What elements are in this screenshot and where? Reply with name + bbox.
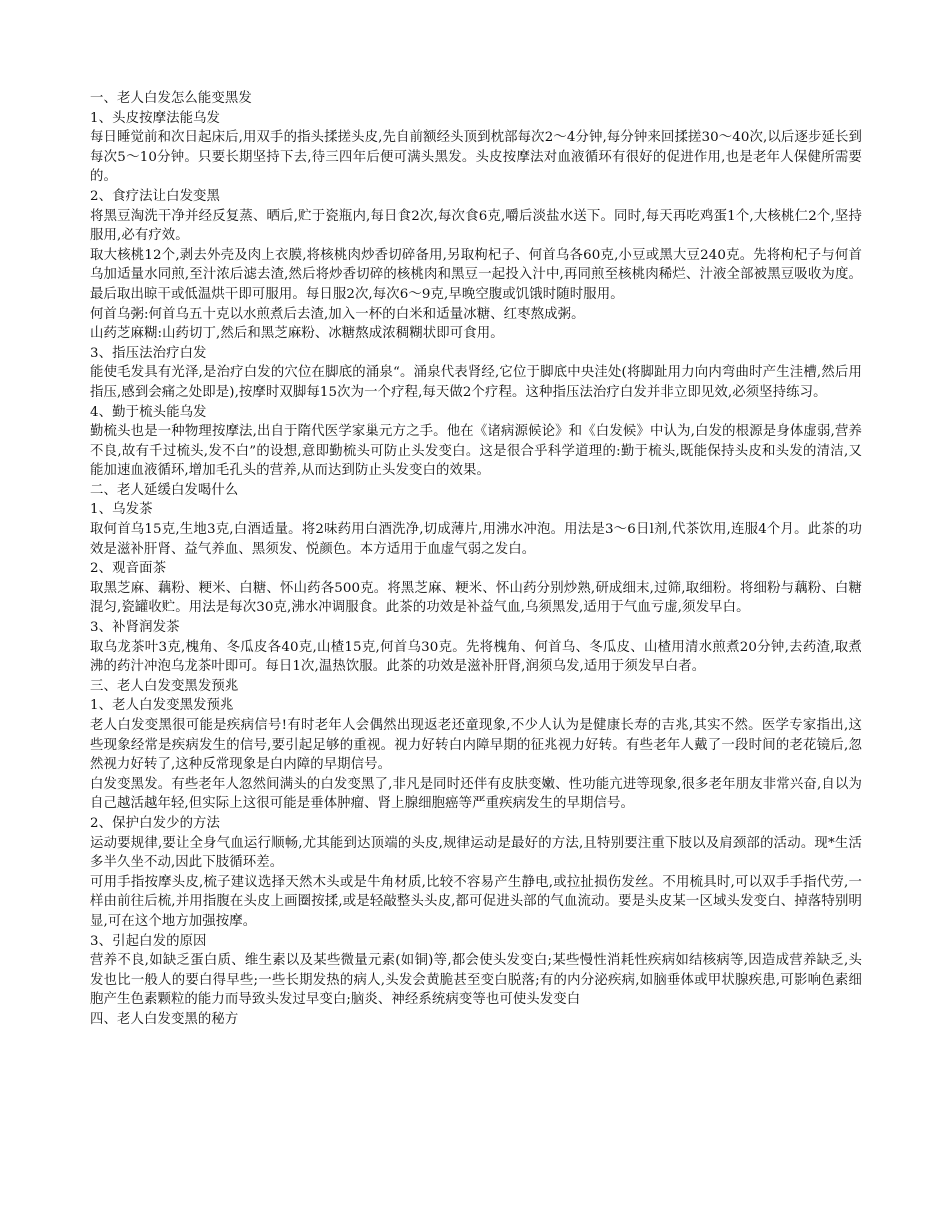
section-heading-4: 四、老人白发变黑的秘方	[90, 1011, 239, 1027]
subheading-scalp-massage: 1、头皮按摩法能乌发	[90, 110, 221, 126]
paragraph: 取何首乌15克,生地3克,白酒适量。将2味药用白酒洗净,切成薄片,用沸水冲泡。用法是3～6日l剂,代茶饮用,连服4个月。此茶的功效是滋补肝肾、益气养血、黑须发、悦颜色。本方适用于血虚气弱之发白。	[90, 522, 862, 557]
paragraph: 可用手指按摩头皮,梳子建议选择天然木头或是牛角材质,比较不容易产生静电,或拉扯损伤发丝。不用梳具时,可以双手手指代劳,一样由前往后梳,并用指腹在头皮上画圈按揉,或是轻敲整头头皮,都可促进头部的气血流动。要是头皮某一区域头发变白、掉落特别明显,可在这个地方加强按摩。	[90, 874, 862, 929]
paragraph: 营养不良,如缺乏蛋白质、维生素以及某些微量元素(如铜)等,都会使头发变白;某些慢性消耗性疾病如结核病等,因造成营养缺乏,头发也比一般人的要白得早些;一些长期发热的病人,头发会黄脆甚至变白脱落;有的内分泌疾病,如脑垂体或甲状腺疾患,可影响色素细胞产生色素颗粒的能力而导致头发过早变白;脑炎、神经系统病变等也可使头发变白	[90, 953, 862, 1008]
section-heading-2: 二、老人延缓白发喝什么	[90, 482, 239, 498]
paragraph: 运动要规律,要让全身气血运行顺畅,尤其能到达顶端的头皮,规律运动是最好的方法,且特别要注重下肢以及肩颈部的活动。现*生活多半久坐不动,因此下肢循环差。	[90, 835, 862, 871]
section-heading-3: 三、老人白发变黑发预兆	[90, 678, 239, 694]
subheading-kidney-tea: 3、补肾润发茶	[90, 620, 180, 636]
paragraph: 老人白发变黑很可能是疾病信号!有时老年人会偶然出现返老还童现象,不少人认为是健康长寿的吉兆,其实不然。医学专家指出,这些现象经常是疾病发生的信号,要引起足够的重视。视力好转白内障早期的征兆视力好转。有些老年人戴了一段时间的老花镜后,忽然视力好转了,这种反常现象是白内障的早期信号。	[90, 718, 862, 773]
paragraph: 勤梳头也是一种物理按摩法,出自于隋代医学家巢元方之手。他在《诸病源候论》和《白发候》中认为,白发的根源是身体虚弱,营养不良,故有千过梳头,发不白”的设想,意即勤梳头可防止头发变白。这是很合乎科学道理的:勤于梳头,既能保持头皮和头发的清洁,又能加速血液循环,增加毛孔头的营养,从而达到防止头发变白的效果。	[90, 424, 862, 479]
paragraph: 取黑芝麻、藕粉、粳米、白糖、怀山药各500克。将黑芝麻、粳米、怀山药分别炒熟,研成细末,过筛,取细粉。将细粉与藕粉、白糖混匀,瓷罐收贮。用法是每次30克,沸水冲调服食。此茶的功效是补益气血,乌须黑发,适用于气血亏虚,须发早白。	[90, 580, 862, 616]
subheading-acupressure: 3、指压法治疗白发	[90, 345, 207, 361]
paragraph: 能使毛发具有光泽,是治疗白发的穴位在脚底的涌泉“。涌泉代表肾经,它位于脚底中央洼处(将脚趾用力向内弯曲时产生洼槽,然后用指压,感到会痛之处即是),按摩时双脚每15次为一个疗程,每天做2个疗程。这种指压法治疗白发并非立即见效,必须坚持练习。	[90, 365, 862, 400]
document-body	[90, 89, 862, 1030]
paragraph: 将黑豆淘洗干净并经反复蒸、晒后,贮于瓷瓶内,每日食2次,每次食6克,嚼后淡盐水送下。同时,每天再吃鸡蛋1个,大核桃仁2个,坚持服用,必有疗效。	[90, 208, 862, 244]
subheading-combing: 4、勤于梳头能乌发	[90, 404, 207, 420]
subheading-causes: 3、引起白发的原因	[90, 933, 207, 949]
paragraph: 取大核桃12个,剥去外壳及肉上衣膜,将核桃肉炒香切碎备用,另取枸杞子、何首乌各60克,小豆或黑大豆240克。先将枸杞子与何首乌加适量水同煎,至汁浓后滤去渣,然后将炒香切碎的核桃肉和黑豆一起投入汁中,再同煎至核桃肉稀烂、汁液全部被黑豆吸收为度。最后取出晾干或低温烘干即可服用。每日服2次,每次6～9克,早晚空腹或饥饿时随时服用。	[90, 247, 862, 302]
paragraph: 山药芝麻糊:山药切丁,然后和黑芝麻粉、冰糖熬成浓稠糊状即可食用。	[90, 326, 504, 342]
section-heading-1: 一、老人白发怎么能变黑发	[90, 91, 252, 106]
subheading-omen: 1、老人白发变黑发预兆	[90, 698, 234, 714]
paragraph: 白发变黑发。有些老年人忽然间满头的白发变黑了,非凡是同时还伴有皮肤变嫩、性功能亢进等现象,很多老年朋友非常兴奋,自以为自己越活越年轻,但实际上这很可能是垂体肿瘤、肾上腺细胞癌等严重疾病发生的早期信号。	[90, 776, 862, 812]
subheading-protection: 2、保护白发少的方法	[90, 815, 221, 831]
subheading-hair-tea: 1、乌发茶	[90, 502, 153, 518]
paragraph: 取乌龙茶叶3克,槐角、冬瓜皮各40克,山楂15克,何首乌30克。先将槐角、何首乌、冬瓜皮、山楂用清水煎煮20分钟,去药渣,取煮沸的药汁冲泡乌龙茶叶即可。每日1次,温热饮服。此茶的功效是滋补肝肾,润须乌发,适用于须发早白者。	[90, 639, 862, 675]
subheading-guanyin-tea: 2、观音面茶	[90, 561, 167, 577]
subheading-diet-therapy: 2、食疗法让白发变黑	[90, 188, 221, 204]
paragraph: 每日睡觉前和次日起床后,用双手的指头揉搓头皮,先自前额经头顶到枕部每次2～4分钟,每分钟来回揉搓30～40次,以后逐步延长到每次5～10分钟。只要长期坚持下去,待三四年后便可满头黑发。头皮按摩法对血液循环有很好的促进作用,也是老年人保健所需要的。	[90, 130, 862, 185]
paragraph: 何首乌粥:何首乌五十克以水煎煮后去渣,加入一杯的白米和适量冰糖、红枣熬成粥。	[90, 306, 585, 322]
